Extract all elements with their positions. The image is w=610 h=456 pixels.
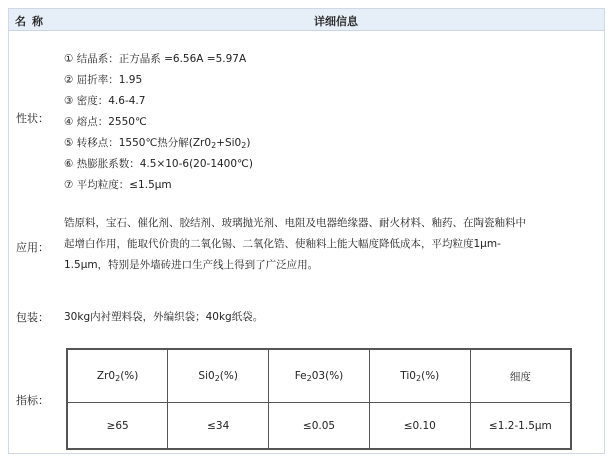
property-thermal-expansion: ⑥ 热膨胀系数：4.5×10-6(20-1400℃) (64, 158, 253, 170)
spec-table (66, 348, 572, 450)
spec-value-sio2: ≤34 (168, 403, 269, 450)
spec-value-row (67, 403, 571, 450)
spec-value-zro2: ≥65 (67, 403, 168, 450)
packaging-label: 包装： (16, 311, 49, 324)
index-label: 指标： (16, 394, 49, 407)
properties-label: 性状： (16, 112, 49, 125)
table-header (9, 9, 604, 31)
spec-value-fineness: ≤1.2-1.5μm (470, 403, 571, 450)
spec-header-fe2o3: $Fe_203(\%)$ (269, 349, 370, 403)
application-text (64, 213, 594, 276)
application-line-2: 起增白作用，能取代价贵的二氧化锡、二氧化锆、使釉料上能大幅度降低成本，平均粒度1μm- (64, 238, 501, 250)
application-label: 应用： (16, 241, 49, 254)
property-melting-point: ④ 熔点：2550℃ (64, 116, 147, 128)
detail-column-header: 详细信息 (314, 15, 358, 28)
spec-header-zro2: $Zr0_2(\%)$ (67, 349, 168, 403)
spec-header-sio2: $Si0_2(\%)$ (168, 349, 269, 403)
application-line-1: 锆原料，宝石、催化剂、胶结剂、玻璃抛光剂、电阻及电器绝缘器、耐火材料、釉药、在陶瓷釉料中 (64, 217, 526, 229)
packaging-text: 30kg内衬塑料袋，外编织袋；40kg纸袋。 (64, 311, 264, 323)
spec-header-fineness: 细度 (470, 349, 571, 403)
application-line-3: 1.5μm，特别是外墙砖进口生产线上得到了广泛应用。 (64, 259, 319, 271)
spec-header-row (67, 349, 571, 403)
property-density: ③ 密度：4.6-4.7 (64, 95, 146, 107)
property-refractive-index: ② 屈折率：1.95 (64, 74, 143, 86)
spec-value-tio2: ≤0.10 (369, 403, 470, 450)
spec-value-fe2o3: ≤0.05 (269, 403, 370, 450)
property-particle-size: ⑦ 平均粒度：≤1.5μm (64, 179, 172, 191)
property-crystal-system: ① 结晶系：正方晶系 =6.56A =5.97A (64, 53, 247, 65)
property-transition-point: ⑤ 转移点：1550℃热分解$(Zr0_2+Si0_2)$ (64, 137, 251, 150)
name-column-header: 名称 (15, 15, 49, 28)
spec-header-tio2: $Ti0_2(\%)$ (369, 349, 470, 403)
